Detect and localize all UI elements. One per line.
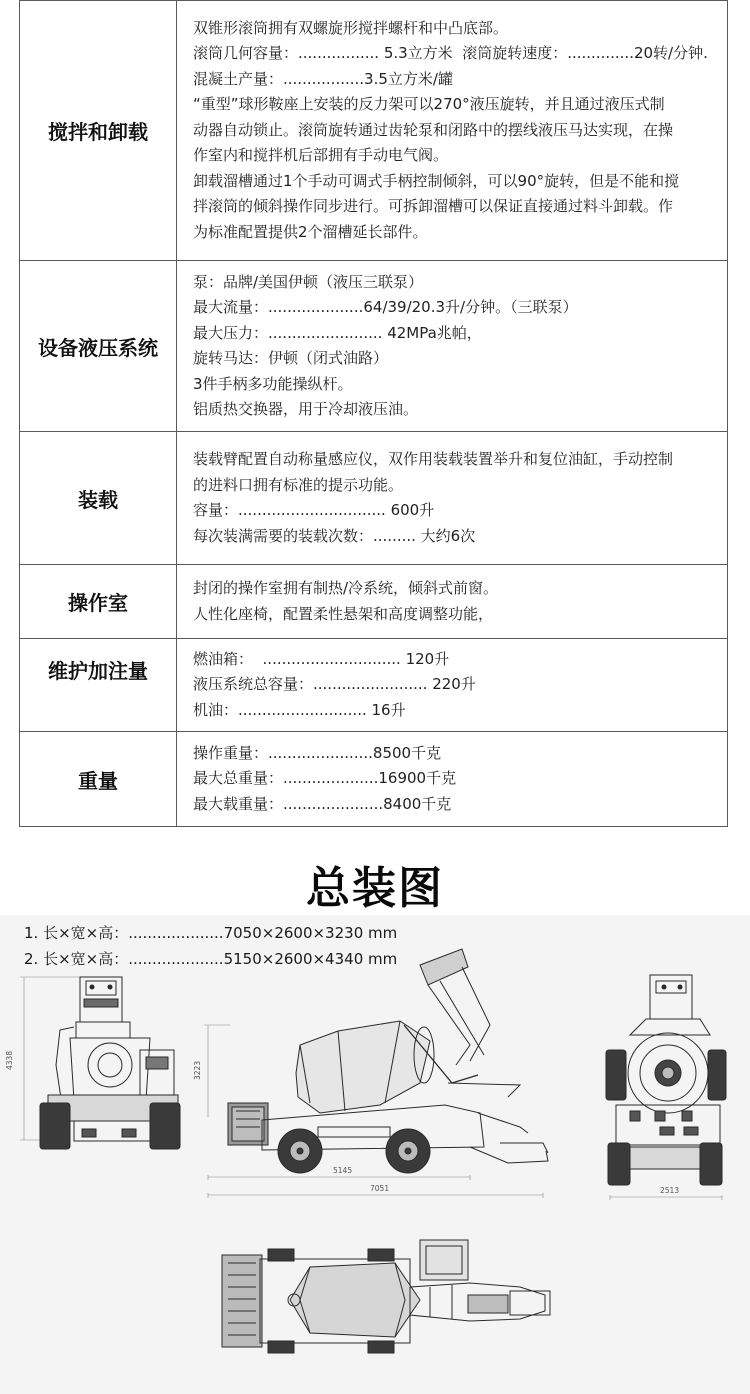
front-view-drawing (5, 977, 180, 1149)
spec-row-content (177, 261, 728, 432)
top-view-drawing (222, 1240, 550, 1353)
spec-row-label: 重量 (20, 732, 177, 827)
spec-line: 拌滚筒的倾斜操作同步进行。可拆卸溜槽可以保证直接通过料斗卸载。作 (193, 197, 674, 216)
spec-row (20, 639, 728, 732)
spec-row-label: 设备液压系统 (20, 261, 177, 432)
rear-view-drawing (606, 975, 726, 1200)
side-height-dimension: 3223 (193, 1060, 202, 1080)
assembly-title: 总装图 (306, 863, 444, 914)
spec-line: 混凝土产量：.................3.5立方米/罐 (193, 69, 453, 88)
dimension-line-2: 2. 长×宽×高：....................5150×2600×4340 mm (24, 949, 398, 968)
dimension-line-1: 1. 长×宽×高：....................7050×2600×3230 mm (24, 924, 398, 942)
rear-width-dimension: 2513 (660, 1186, 680, 1195)
spec-line: 操作重量：......................8500千克 (193, 743, 442, 762)
spec-line: 3件手柄多功能操纵杆。 (193, 374, 353, 393)
spec-line: 最大总重量：....................16900千克 (193, 769, 457, 788)
spec-table-body (20, 1, 728, 827)
spec-line: “重型”球形鞍座上安装的反力架可以270°液压旋转，并且通过液压式制 (193, 95, 665, 114)
total-length-dimension: 7051 (370, 1184, 390, 1193)
spec-row-label: 操作室 (20, 565, 177, 639)
front-height-dimension: 4338 (5, 1050, 14, 1070)
spec-line: 液压系统总容量：........................ 220升 (193, 675, 476, 694)
spec-line: 容量：............................... 600升 (193, 501, 435, 519)
technical-drawings (0, 915, 750, 1394)
spec-line: 双锥形滚筒拥有双螺旋形搅拌螺杆和中凸底部。 (193, 18, 509, 37)
spec-line: 人性化座椅，配置柔性悬架和高度调整功能， (193, 604, 494, 623)
spec-line: 为标准配置提供2个溜槽延长部件。 (193, 222, 428, 241)
wheelbase-dimension: 5145 (333, 1166, 353, 1175)
spec-line: 作室内和搅拌机后部拥有手动电气阀。 (193, 146, 449, 165)
spec-row-content (177, 1, 728, 261)
spec-row (20, 261, 728, 432)
spec-line: 每次装满需要的装载次数：......... 大约6次 (193, 526, 476, 545)
spec-line: 封闭的操作室拥有制热/冷系统，倾斜式前窗。 (193, 579, 499, 597)
spec-row-content (177, 639, 728, 732)
spec-table (19, 0, 728, 827)
spec-row-label: 维护加注量 (20, 639, 177, 732)
spec-line: 燃油箱： ............................. 120升 (193, 649, 450, 668)
spec-row-content (177, 732, 728, 827)
spec-row-label: 装载 (20, 432, 177, 565)
spec-line: 机油：........................... 16升 (193, 700, 406, 719)
spec-row (20, 732, 728, 827)
spec-row-content (177, 565, 728, 639)
spec-row (20, 565, 728, 639)
assembly-drawing-panel (0, 915, 750, 1394)
spec-line: 装载臂配置自动称量感应仪，双作用装载装置举升和复位油缸，手动控制 (193, 450, 674, 468)
spec-row-content (177, 432, 728, 565)
spec-line: 泵：品牌/美国伊顿（液压三联泵） (193, 272, 424, 291)
spec-line: 最大压力：........................ 42MPa兆帕， (193, 323, 482, 342)
side-view-drawing (193, 949, 548, 1198)
spec-line: 动器自动锁止。滚筒旋转通过齿轮泵和闭路中的摆线液压马达实现，在操 (193, 120, 674, 139)
spec-row (20, 432, 728, 565)
spec-line: 的进料口拥有标准的提示功能。 (193, 475, 404, 494)
spec-line: 铝质热交换器，用于冷却液压油。 (193, 400, 419, 418)
spec-row (20, 1, 728, 261)
spec-line: 最大流量：....................64/39/20.3升/分钟。（三联泵） (193, 298, 578, 316)
spec-row-label: 搅拌和卸载 (20, 1, 177, 261)
spec-line: 最大载重量：.....................8400千克 (193, 794, 452, 813)
spec-line: 滚筒几何容量：................. 5.3立方米 滚筒旋转速度：..............20转/分钟. (193, 44, 708, 63)
spec-line: 卸载溜槽通过1个手动可调式手柄控制倾斜，可以90°旋转，但是不能和搅 (193, 171, 680, 190)
spec-line: 旋转马达：伊顿（闭式油路） (193, 349, 389, 367)
